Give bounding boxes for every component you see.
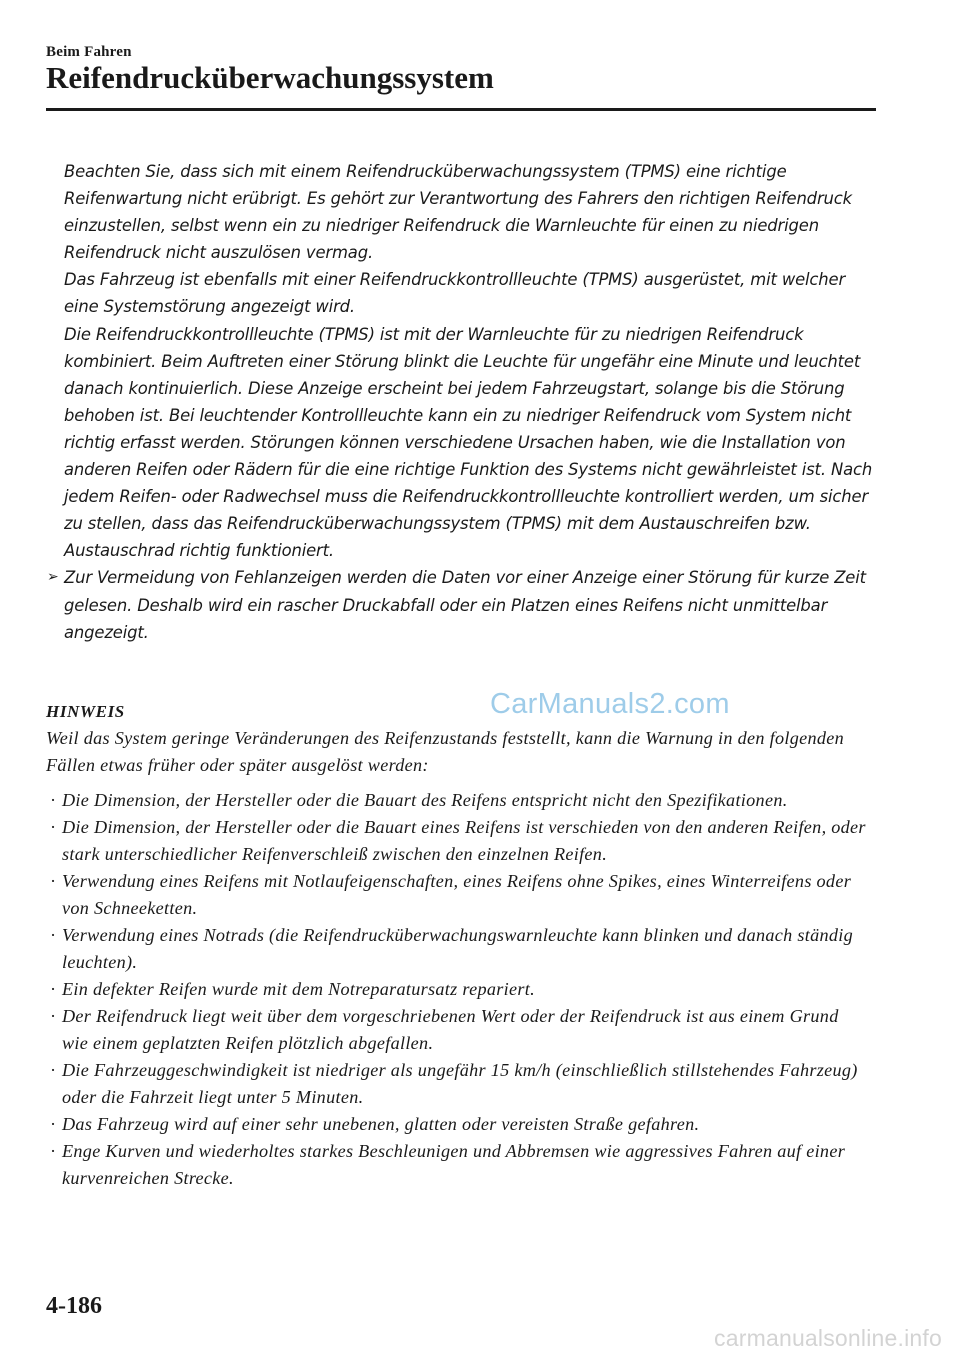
page-number: 4-186 — [46, 1293, 102, 1319]
list-item-text: Verwendung eines Reifens mit Notlaufeigenschaften, eines Reifens ohne Spikes, eines Winterreifens oder von Schneeketten. — [62, 871, 852, 918]
caution-paragraph: Das Fahrzeug ist ebenfalls mit einer Reifendruckkontrollleuchte (TPMS) ausgerüstet, mit welcher eine Systemstörung angezeigt wird. — [64, 270, 846, 317]
caution-note — [47, 564, 876, 645]
bullet-icon: · — [50, 1060, 57, 1080]
bullet-icon: · — [50, 1006, 57, 1026]
site-watermark: carmanualsonline.info — [714, 1325, 942, 1351]
notice-heading: HINWEIS — [46, 702, 125, 721]
bullet-icon: · — [50, 979, 57, 999]
bullet-icon: · — [50, 925, 57, 945]
list-item-text: Die Dimension, der Hersteller oder die Bauart des Reifens entspricht nicht den Spezifikationen. — [62, 790, 788, 810]
list-item — [46, 1138, 866, 1192]
bullet-icon: · — [50, 790, 57, 810]
list-item — [46, 814, 866, 868]
arrow-icon: ➢ — [47, 569, 59, 586]
list-item-text: Die Fahrzeuggeschwindigkeit ist niedriger als ungefähr 15 km/h (einschließlich stillstehendes Fahrzeug) oder die Fahrzeit liegt unter 5 Minuten. — [62, 1060, 858, 1107]
bullet-icon: · — [50, 1114, 57, 1134]
list-item-text: Das Fahrzeug wird auf einer sehr unebenen, glatten oder vereisten Straße gefahren. — [62, 1114, 700, 1134]
list-item — [46, 1111, 866, 1138]
list-item — [46, 787, 866, 814]
caution-paragraph: Die Reifendruckkontrollleuchte (TPMS) ist mit der Warnleuchte für zu niedrigen Reifendruck kombiniert. Beim Auftreten einer Störung blinkt die Leuchte für ungefähr eine Minute und leuchtet danach kontinuierlich. Diese Anzeige erscheint bei jedem Fahrzeugstart, solange bis die Störung behoben ist. Bei leuchtender Kontrollleuchte kann ein zu niedriger Reifendruck vom System nicht richtig erfasst werden. Störungen können verschiedene Ursachen haben, wie die Installation von anderen Reifen oder Rädern für die eine richtige Funktion des Systems nicht gewährleistet ist. Nach jedem Reifen- oder Radwechsel muss die Reifendruckkontrollleuchte kontrolliert werden, um sicher zu stellen, dass das Reifendrucküberwachungssystem (TPMS) mit dem Austauschreifen bzw. Austauschrad richtig funktioniert. — [64, 324, 873, 561]
caution-block — [47, 158, 876, 646]
list-item — [46, 868, 866, 922]
title-rule — [46, 108, 876, 111]
section-label: Beim Fahren — [46, 44, 132, 60]
list-item-text: Die Dimension, der Hersteller oder die Bauart eines Reifens ist verschieden von den anderen Reifen, oder stark unterschiedlicher Reifenverschleiß zwischen den einzelnen Reifen. — [62, 817, 866, 864]
bullet-icon: · — [50, 871, 57, 891]
notice-list — [46, 787, 866, 1192]
caution-paragraph: Beachten Sie, dass sich mit einem Reifendrucküberwachungssystem (TPMS) eine richtige Reifenwartung nicht erübrigt. Es gehört zur Verantwortung des Fahrers den richtigen Reifendruck einzustellen, selbst wenn ein zu niedriger Reifendruck die Warnleuchte für einen zu niedrigen Reifendruck nicht auszulösen vermag. — [64, 162, 852, 263]
notice-section — [46, 694, 866, 1192]
list-item — [46, 922, 866, 976]
caution-note-text: Zur Vermeidung von Fehlanzeigen werden die Daten vor einer Anzeige einer Störung für kurze Zeit gelesen. Deshalb wird ein rascher Druckabfall oder ein Platzen eines Reifens nicht unmittelbar angezeigt. — [64, 568, 866, 642]
list-item — [46, 1003, 866, 1057]
watermark: CarManuals2.com — [490, 688, 730, 720]
notice-intro: Weil das System geringe Veränderungen des Reifenzustands feststellt, kann die Warnung in den folgenden Fällen etwas früher oder später ausgelöst werden: — [46, 728, 845, 775]
list-item-text: Ein defekter Reifen wurde mit dem Notreparatursatz repariert. — [62, 979, 535, 999]
bullet-icon: · — [50, 1141, 57, 1161]
page-title: Reifendrucküberwachungssystem — [46, 60, 494, 95]
bullet-icon: · — [50, 817, 57, 837]
list-item — [46, 976, 866, 1003]
list-item — [46, 1057, 866, 1111]
list-item-text: Enge Kurven und wiederholtes starkes Beschleunigen und Abbremsen wie aggressives Fahren auf einer kurvenreichen Strecke. — [62, 1141, 846, 1188]
list-item-text: Der Reifendruck liegt weit über dem vorgeschriebenen Wert oder der Reifendruck ist aus einem Grund wie einem geplatzten Reifen plötzlich abgefallen. — [62, 1006, 839, 1053]
list-item-text: Verwendung eines Notrads (die Reifendrucküberwachungswarnleuchte kann blinken und danach ständig leuchten). — [62, 925, 854, 972]
